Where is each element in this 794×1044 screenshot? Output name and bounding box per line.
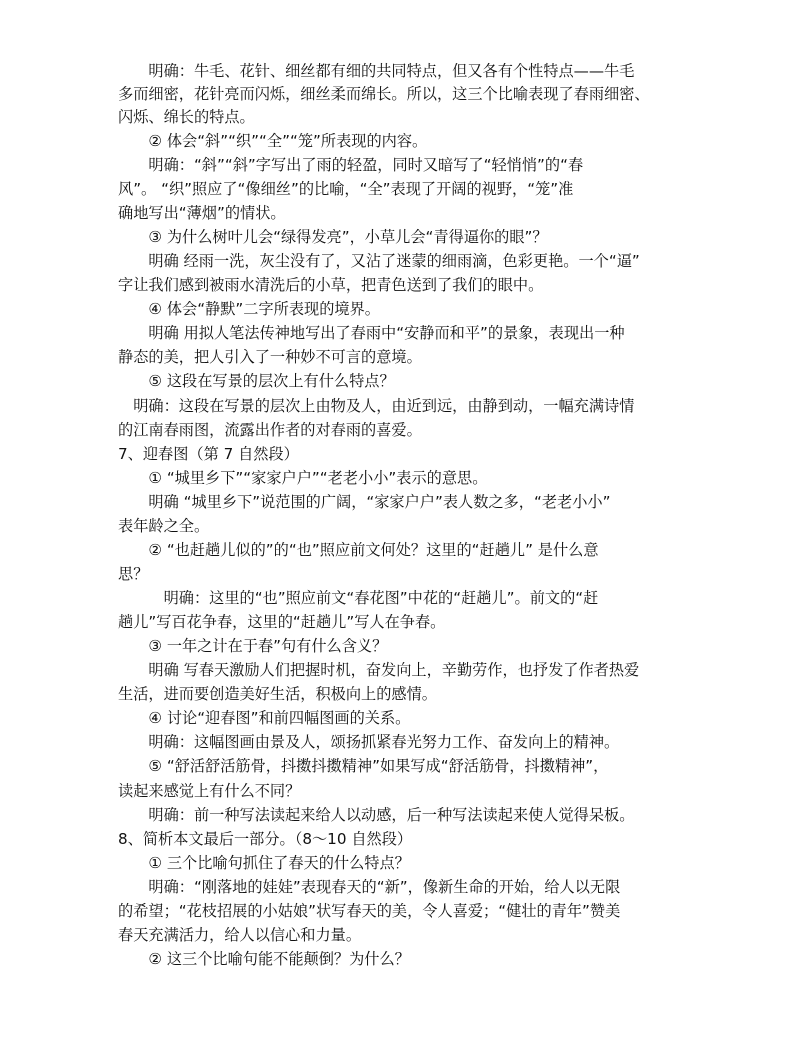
text-line: 明确 “城里乡下”说范围的广阔，“家家户户”表人数之多，“老老小小” [118, 493, 611, 511]
text-line: 字让我们感到被雨水清洗后的小草，把青色送到了我们的眼中。 [118, 276, 544, 294]
text-line: 风”。 “织”照应了“像细丝”的比喻，“全”表现了开阔的视野，“笼”准 [118, 180, 574, 198]
text-line: ② 体会“斜”“织”“全”“笼”所表现的内容。 [118, 132, 428, 150]
text-line: 明确：牛毛、花针、细丝都有细的共同特点，但又各有个性特点——牛毛 [118, 62, 635, 80]
text-line: 确地写出“薄烟”的情状。 [118, 204, 286, 222]
section-heading: 8、简析本文最后一部分。（8～10 自然段） [118, 830, 413, 848]
text-line: ③ 为什么树叶儿会“绿得发亮”，小草儿会“青得逼你的眼”？ [118, 228, 548, 246]
text-line: ⑤ “舒活舒活筋骨，抖擞抖擞精神”如果写成“舒活筋骨，抖擞精神”， [118, 757, 609, 775]
text-line: 闪烁、绵长的特点。 [118, 108, 255, 126]
text-line: 思？ [118, 565, 149, 583]
text-line: ④ 体会“静默”二字所表现的境界。 [118, 300, 380, 318]
text-line: 生活，进而要创造美好生活，积极向上的感情。 [118, 685, 437, 703]
text-line: 春天充满活力，给人以信心和力量。 [118, 926, 361, 944]
text-line: ③ 一年之计在于春”句有什么含义？ [118, 637, 388, 655]
text-line: 趟儿”写百花争春，这里的“赶趟儿”写人在争春。 [118, 613, 446, 631]
text-line: 明确：这段在写景的层次上由物及人，由近到远，由静到动，一幅充满诗情 [118, 397, 635, 415]
text-line: ① “城里乡下”“家家户户”“老老小小”表示的意思。 [118, 469, 488, 487]
text-line: 读起来感觉上有什么不同？ [118, 782, 301, 800]
text-line: 静态的美，把人引入了一种妙不可言的意境。 [118, 348, 422, 366]
text-line: ② “也赶趟儿似的”的“也”照应前文何处？这里的“赶趟儿” 是什么意 [118, 541, 599, 559]
text-line: 明确：前一种写法读起来给人以动感，后一种写法读起来使人觉得呆板。 [118, 806, 635, 824]
text-line: 明确：“斜”“斜”字写出了雨的轻盈，同时又暗写了“轻悄悄”的“春 [118, 156, 584, 174]
text-line: 明确 写春天激励人们把握时机，奋发向上，辛勤劳作，也抒发了作者热爱 [118, 661, 640, 679]
text-line: 的江南春雨图，流露出作者的对春雨的喜爱。 [118, 421, 422, 439]
text-line: 明确 经雨一洗，灰尘没有了，又沾了迷蒙的细雨滴，色彩更艳。一个“逼” [118, 252, 640, 270]
text-line: 表年龄之全。 [118, 517, 210, 535]
text-line: ⑤ 这段在写景的层次上有什么特点？ [118, 372, 395, 390]
text-line: 明确：“刚落地的娃娃”表现春天的“新”，像新生命的开始，给人以无限 [118, 878, 621, 896]
text-line: 明确 用拟人笔法传神地写出了春雨中“安静而和平”的景象，表现出一种 [118, 324, 625, 342]
text-line: ④ 讨论“迎春图”和前四幅图画的关系。 [118, 709, 411, 727]
text-line: 明确：这幅图画由景及人，颂扬抓紧春光努力工作、奋发向上的精神。 [118, 733, 620, 751]
text-line: 的希望；“花枝招展的小姑娘”状写春天的美，令人喜爱；“健壮的青年”赞美 [118, 902, 621, 920]
text-line: ② 这三个比喻句能不能颠倒？为什么？ [118, 950, 410, 968]
text-line: 多而细密，花针亮而闪烁，细丝柔而绵长。所以，这三个比喻表现了春雨细密、 [118, 85, 650, 103]
text-line: ① 三个比喻句抓住了春天的什么特点？ [118, 854, 410, 872]
text-line: 明确：这里的“也”照应前文“春花图”中花的“赶趟儿”。前文的“赶 [118, 589, 599, 607]
section-heading: 7、迎春图（第 7 自然段） [118, 445, 299, 463]
